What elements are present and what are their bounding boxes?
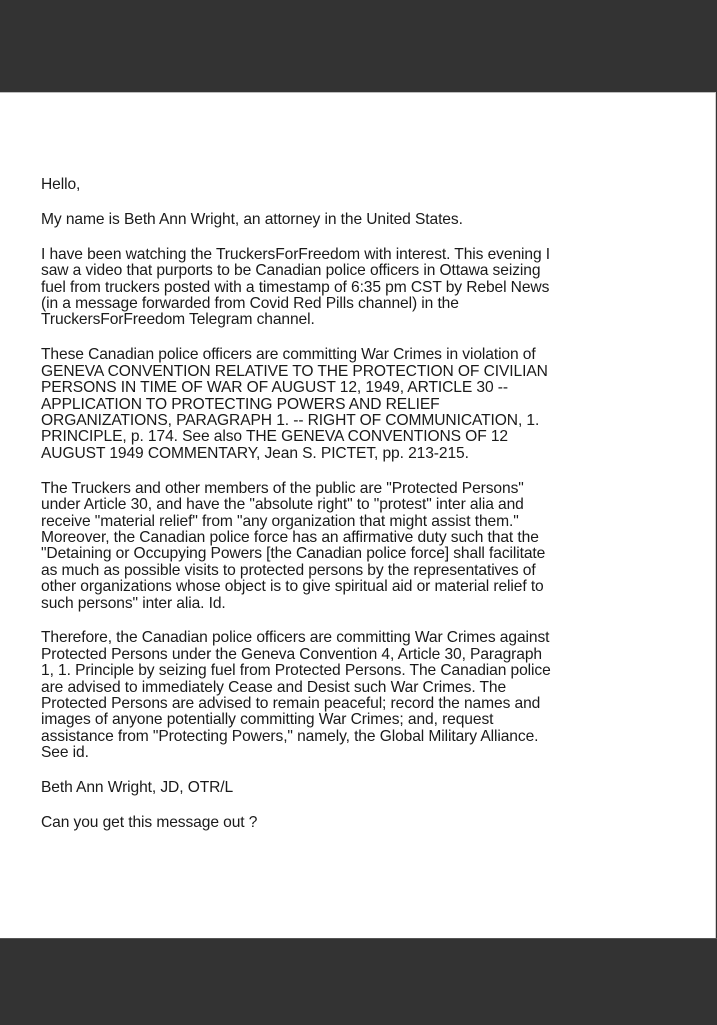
text-line: receive "material relief" from "any organization that might assist them." [41,512,519,530]
text-line: AUGUST 1949 COMMENTARY, Jean S. PICTET, pp. 213-215. [41,444,469,462]
text-line: assistance from "Protecting Powers," namely, the Global Military Alliance. [41,727,539,745]
text-line: under Article 30, and have the "absolute right" to "protest" inter alia and [41,496,524,514]
greeting [41,177,641,193]
text-line: images of anyone potentially committing War Crimes; and, request [41,711,494,729]
text-line: APPLICATION TO PROTECTING POWERS AND RELIEF [41,395,440,413]
bottom-dark-bar [0,938,717,1025]
paragraph-observation [41,247,641,329]
paragraph-legal-citation [41,347,641,462]
text-line: ORGANIZATIONS, PARAGRAPH 1. -- RIGHT OF COMMUNICATION, 1. [41,411,540,429]
text-line: TruckersForFreedom Telegram channel. [41,311,315,329]
text-line: PRINCIPLE, p. 174. See also THE GENEVA CONVENTIONS OF 12 [41,428,509,446]
text-line: The Truckers and other members of the public are "Protected Persons" [41,479,524,497]
letter-body [41,177,641,850]
text-line: Therefore, the Canadian police officers are committing War Crimes against [41,629,550,647]
text-line: Moreover, the Canadian police force has an affirmative duty such that the [41,528,539,546]
text-line: as much as possible visits to protected persons by the representatives of [41,561,536,579]
text-line: These Canadian police officers are committing War Crimes in violation of [41,346,536,364]
closing-question [41,815,641,831]
greeting-text: Hello, [41,176,81,193]
paragraph-conclusion [41,630,641,761]
signature [41,780,641,796]
text-line: I have been watching the TruckersForFreedom with interest. This evening I [41,245,550,263]
text-line: GENEVA CONVENTION RELATIVE TO THE PROTECTION OF CIVILIAN [41,362,548,380]
paragraph-protected-persons [41,481,641,612]
text-line: See id. [41,744,89,762]
signature-text: Beth Ann Wright, JD, OTR/L [41,779,234,797]
text-line: "Detaining or Occupying Powers [the Canadian police force] shall facilitate [41,545,546,563]
text-line: fuel from truckers posted with a timestamp of 6:35 pm CST by Rebel News [41,278,550,296]
text-line: other organizations whose object is to give spiritual aid or material relief to [41,578,544,596]
text-line: saw a video that purports to be Canadian police officers in Ottawa seizing [41,262,541,280]
text-line: (in a message forwarded from Covid Red Pills channel) in the [41,295,459,313]
text-line: PERSONS IN TIME OF WAR OF AUGUST 12, 1949, ARTICLE 30 -- [41,379,508,397]
text-line: Protected Persons are advised to remain peaceful; record the names and [41,695,541,713]
text-line: My name is Beth Ann Wright, an attorney in the United States. [41,210,463,228]
text-line: 1, 1. Principle by seizing fuel from Protected Persons. The Canadian police [41,662,551,680]
text-line: are advised to immediately Cease and Desist such War Crimes. The [41,678,507,696]
text-line: Protected Persons under the Geneva Convention 4, Article 30, Paragraph [41,645,542,663]
top-dark-bar [0,0,717,92]
paragraph-introduction [41,212,641,228]
document-page [0,92,716,938]
closing-question-text: Can you get this message out ? [41,814,258,832]
text-line: such persons" inter alia. Id. [41,594,226,612]
